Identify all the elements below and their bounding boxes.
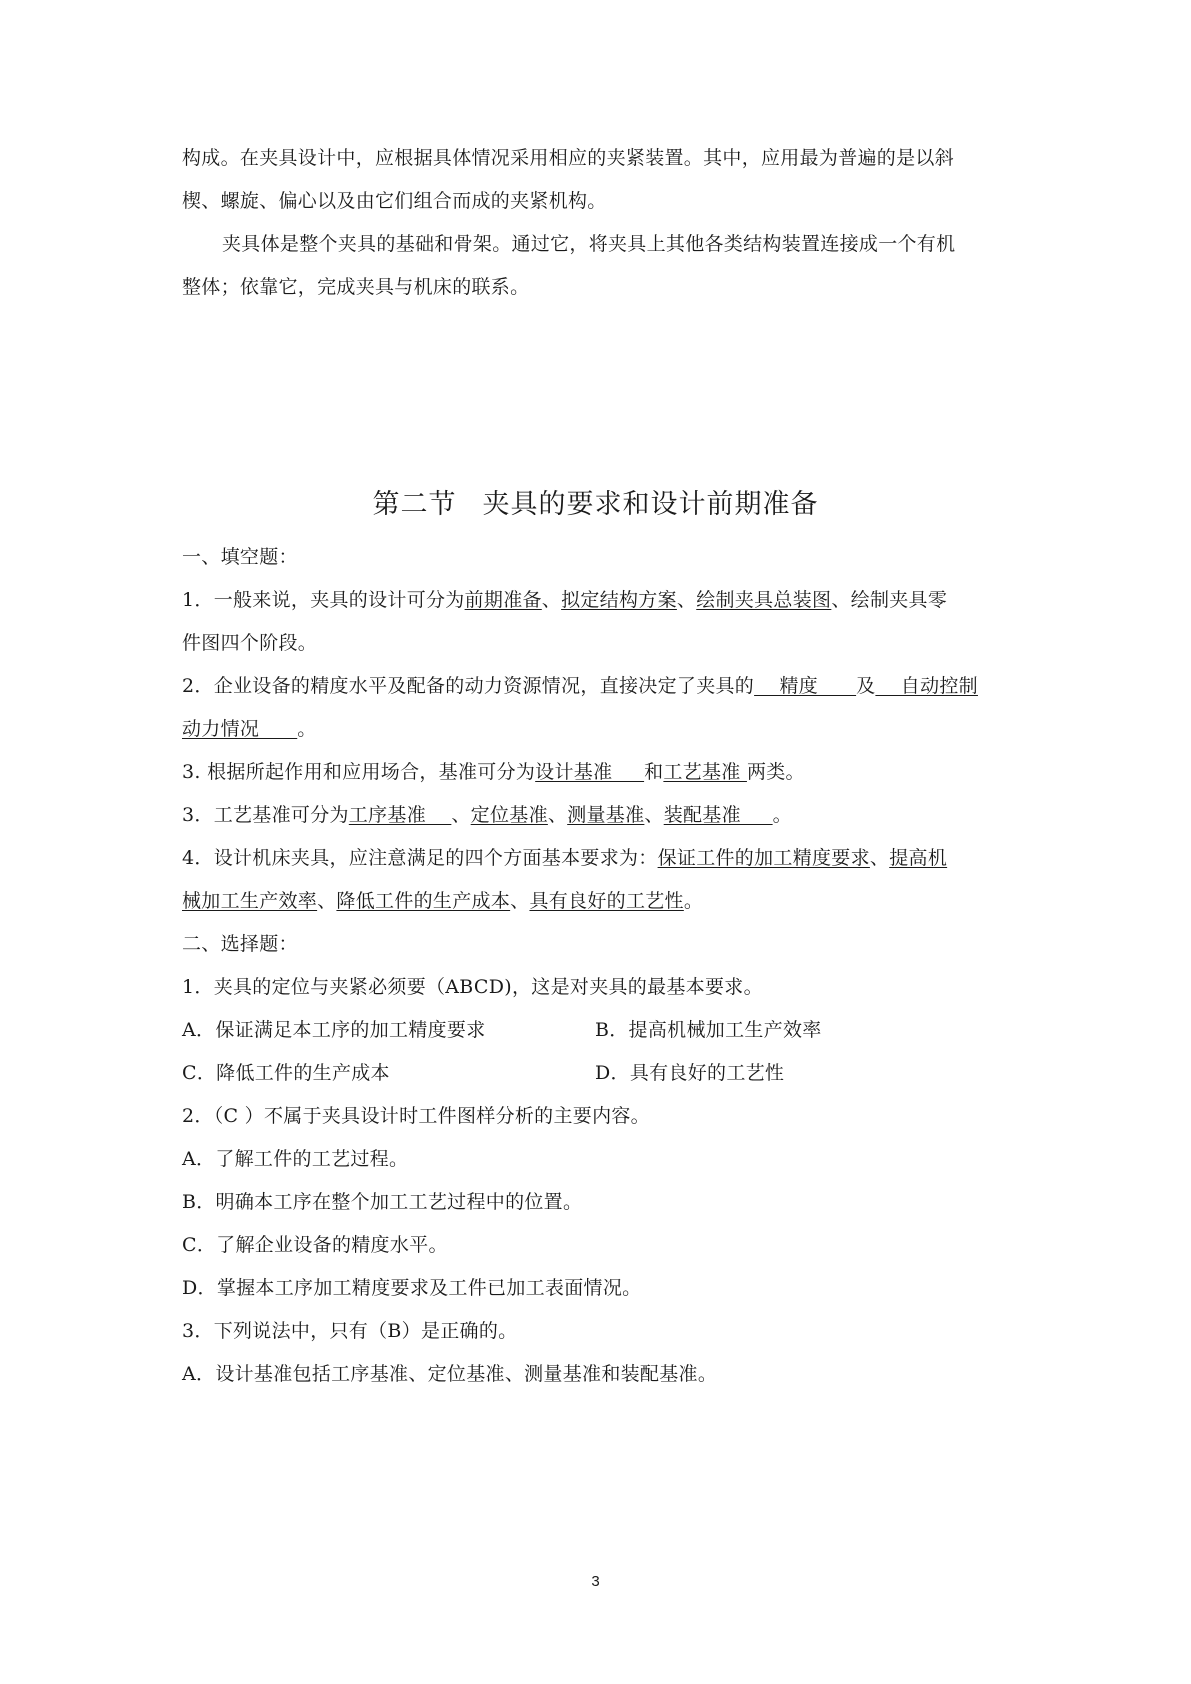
fill-q4-text: 4．设计机床夹具，应注意满足的四个方面基本要求为： xyxy=(182,847,658,869)
separator: 、 xyxy=(644,804,664,826)
choice-q3-option-a: A．设计基准包括工序基准、定位基准、测量基准和装配基准。 xyxy=(182,1363,718,1385)
choice-q1-option-c: C．降低工件的生产成本 xyxy=(182,1062,390,1084)
fill-q1-answer-1: 前期准备 xyxy=(464,589,542,611)
fill-q3a-answer-1: 设计基准 xyxy=(535,761,645,783)
choice-q2-stem: 2．（C ）不属于夹具设计时工件图样分析的主要内容。 xyxy=(182,1105,650,1127)
fill-q1-line-2: 件图四个阶段。 xyxy=(182,632,318,654)
section-title-text: 夹具的要求和设计前期准备 xyxy=(482,489,819,520)
choice-q2-option-a: A．了解工件的工艺过程。 xyxy=(182,1148,409,1170)
fill-q1-answer-3: 绘制夹具总装图 xyxy=(696,589,832,611)
fill-heading: 一、填空题： xyxy=(182,546,298,568)
separator: 、 xyxy=(547,804,568,826)
period: 。 xyxy=(297,718,317,740)
choice-heading: 二、选择题： xyxy=(182,933,298,955)
fill-q2-answer-3: 动力情况 xyxy=(182,718,298,740)
choice-q2-option-b: B．明确本工序在整个加工工艺过程中的位置。 xyxy=(182,1191,583,1213)
fill-q4-answer-4: 具有良好的工艺性 xyxy=(529,890,684,912)
choice-q1-option-a: A．保证满足本工序的加工精度要求 xyxy=(182,1019,486,1041)
fill-q3b xyxy=(182,803,1022,827)
fill-q4-answer-3: 降低工件的生产成本 xyxy=(336,890,511,912)
choice-q1-options-row-1 xyxy=(182,1018,1022,1042)
page-number: 3 xyxy=(591,1573,600,1590)
fill-q1-text-tail: 、绘制夹具零 xyxy=(831,589,948,611)
fill-q2-line-2 xyxy=(182,717,1022,741)
fill-q3a-answer-2: 工艺基准 xyxy=(663,761,747,783)
intro-paragraph-1-line-2: 楔、螺旋、偏心以及由它们组合而成的夹紧机构。 xyxy=(182,190,607,212)
fill-q1-text: 1．一般来说，夹具的设计可分为 xyxy=(182,589,465,611)
separator: 、 xyxy=(510,890,530,912)
section-number: 第二节 xyxy=(372,489,457,520)
fill-q2-answer-1: 精度 xyxy=(754,675,857,697)
separator: 、 xyxy=(869,847,890,869)
period: 。 xyxy=(683,890,704,912)
fill-q1-line-1 xyxy=(182,588,1022,612)
fill-q3a-text: 3. 根据所起作用和应用场合，基准可分为 xyxy=(182,761,536,783)
intro-paragraph-1-line-1: 构成。在夹具设计中，应根据具体情况采用相应的夹紧装置。其中，应用最为普遍的是以斜 xyxy=(182,147,955,169)
fill-q2-answer-2: 自动控制 xyxy=(875,675,978,697)
fill-q4-answer-2-part-1: 提高机 xyxy=(889,847,948,869)
fill-q3b-text: 3．工艺基准可分为 xyxy=(182,804,349,826)
fill-q3a-connector: 和 xyxy=(644,761,664,783)
fill-q2-text: 2．企业设备的精度水平及配备的动力资源情况，直接决定了夹具的 xyxy=(182,675,755,697)
separator: 、 xyxy=(451,804,471,826)
fill-q4-line-2 xyxy=(182,889,1022,913)
separator: 、 xyxy=(676,589,697,611)
fill-q3a-tail: 两类。 xyxy=(746,761,805,783)
intro-paragraph-2-line-1: 夹具体是整个夹具的基础和骨架。通过它，将夹具上其他各类结构装置连接成一个有机 xyxy=(222,233,956,255)
fill-q4-answer-2-part-2: 械加工生产效率 xyxy=(182,890,318,912)
choice-q1-options-row-2 xyxy=(182,1061,1022,1085)
choice-q1-option-d: D．具有良好的工艺性 xyxy=(595,1062,785,1084)
choice-q2-option-d: D．掌握本工序加工精度要求及工件已加工表面情况。 xyxy=(182,1277,642,1299)
fill-q2-connector: 及 xyxy=(856,675,876,697)
fill-q3b-answer-4: 装配基准 xyxy=(663,804,773,826)
fill-q4-answer-1: 保证工件的加工精度要求 xyxy=(657,847,870,869)
fill-q3b-answer-2: 定位基准 xyxy=(470,804,548,826)
separator: 、 xyxy=(541,589,562,611)
fill-q4-line-1 xyxy=(182,846,1022,870)
fill-q3b-answer-1: 工序基准 xyxy=(348,804,452,826)
separator: 、 xyxy=(317,890,337,912)
fill-q3b-answer-3: 测量基准 xyxy=(567,804,645,826)
fill-q3a xyxy=(182,760,1022,784)
choice-q3-stem: 3．下列说法中，只有（B）是正确的。 xyxy=(182,1320,518,1342)
fill-q1-answer-2: 拟定结构方案 xyxy=(561,589,677,611)
fill-q2-line-1 xyxy=(182,674,1022,698)
period: 。 xyxy=(772,804,792,826)
choice-q2-option-c: C．了解企业设备的精度水平。 xyxy=(182,1234,448,1256)
section-title xyxy=(0,488,1191,522)
intro-paragraph-2-line-2: 整体；依靠它，完成夹具与机床的联系。 xyxy=(182,276,530,298)
choice-q1-stem: 1．夹具的定位与夹紧必须要（ABCD)，这是对夹具的最基本要求。 xyxy=(182,976,763,998)
choice-q1-option-b: B．提高机械加工生产效率 xyxy=(595,1019,822,1041)
